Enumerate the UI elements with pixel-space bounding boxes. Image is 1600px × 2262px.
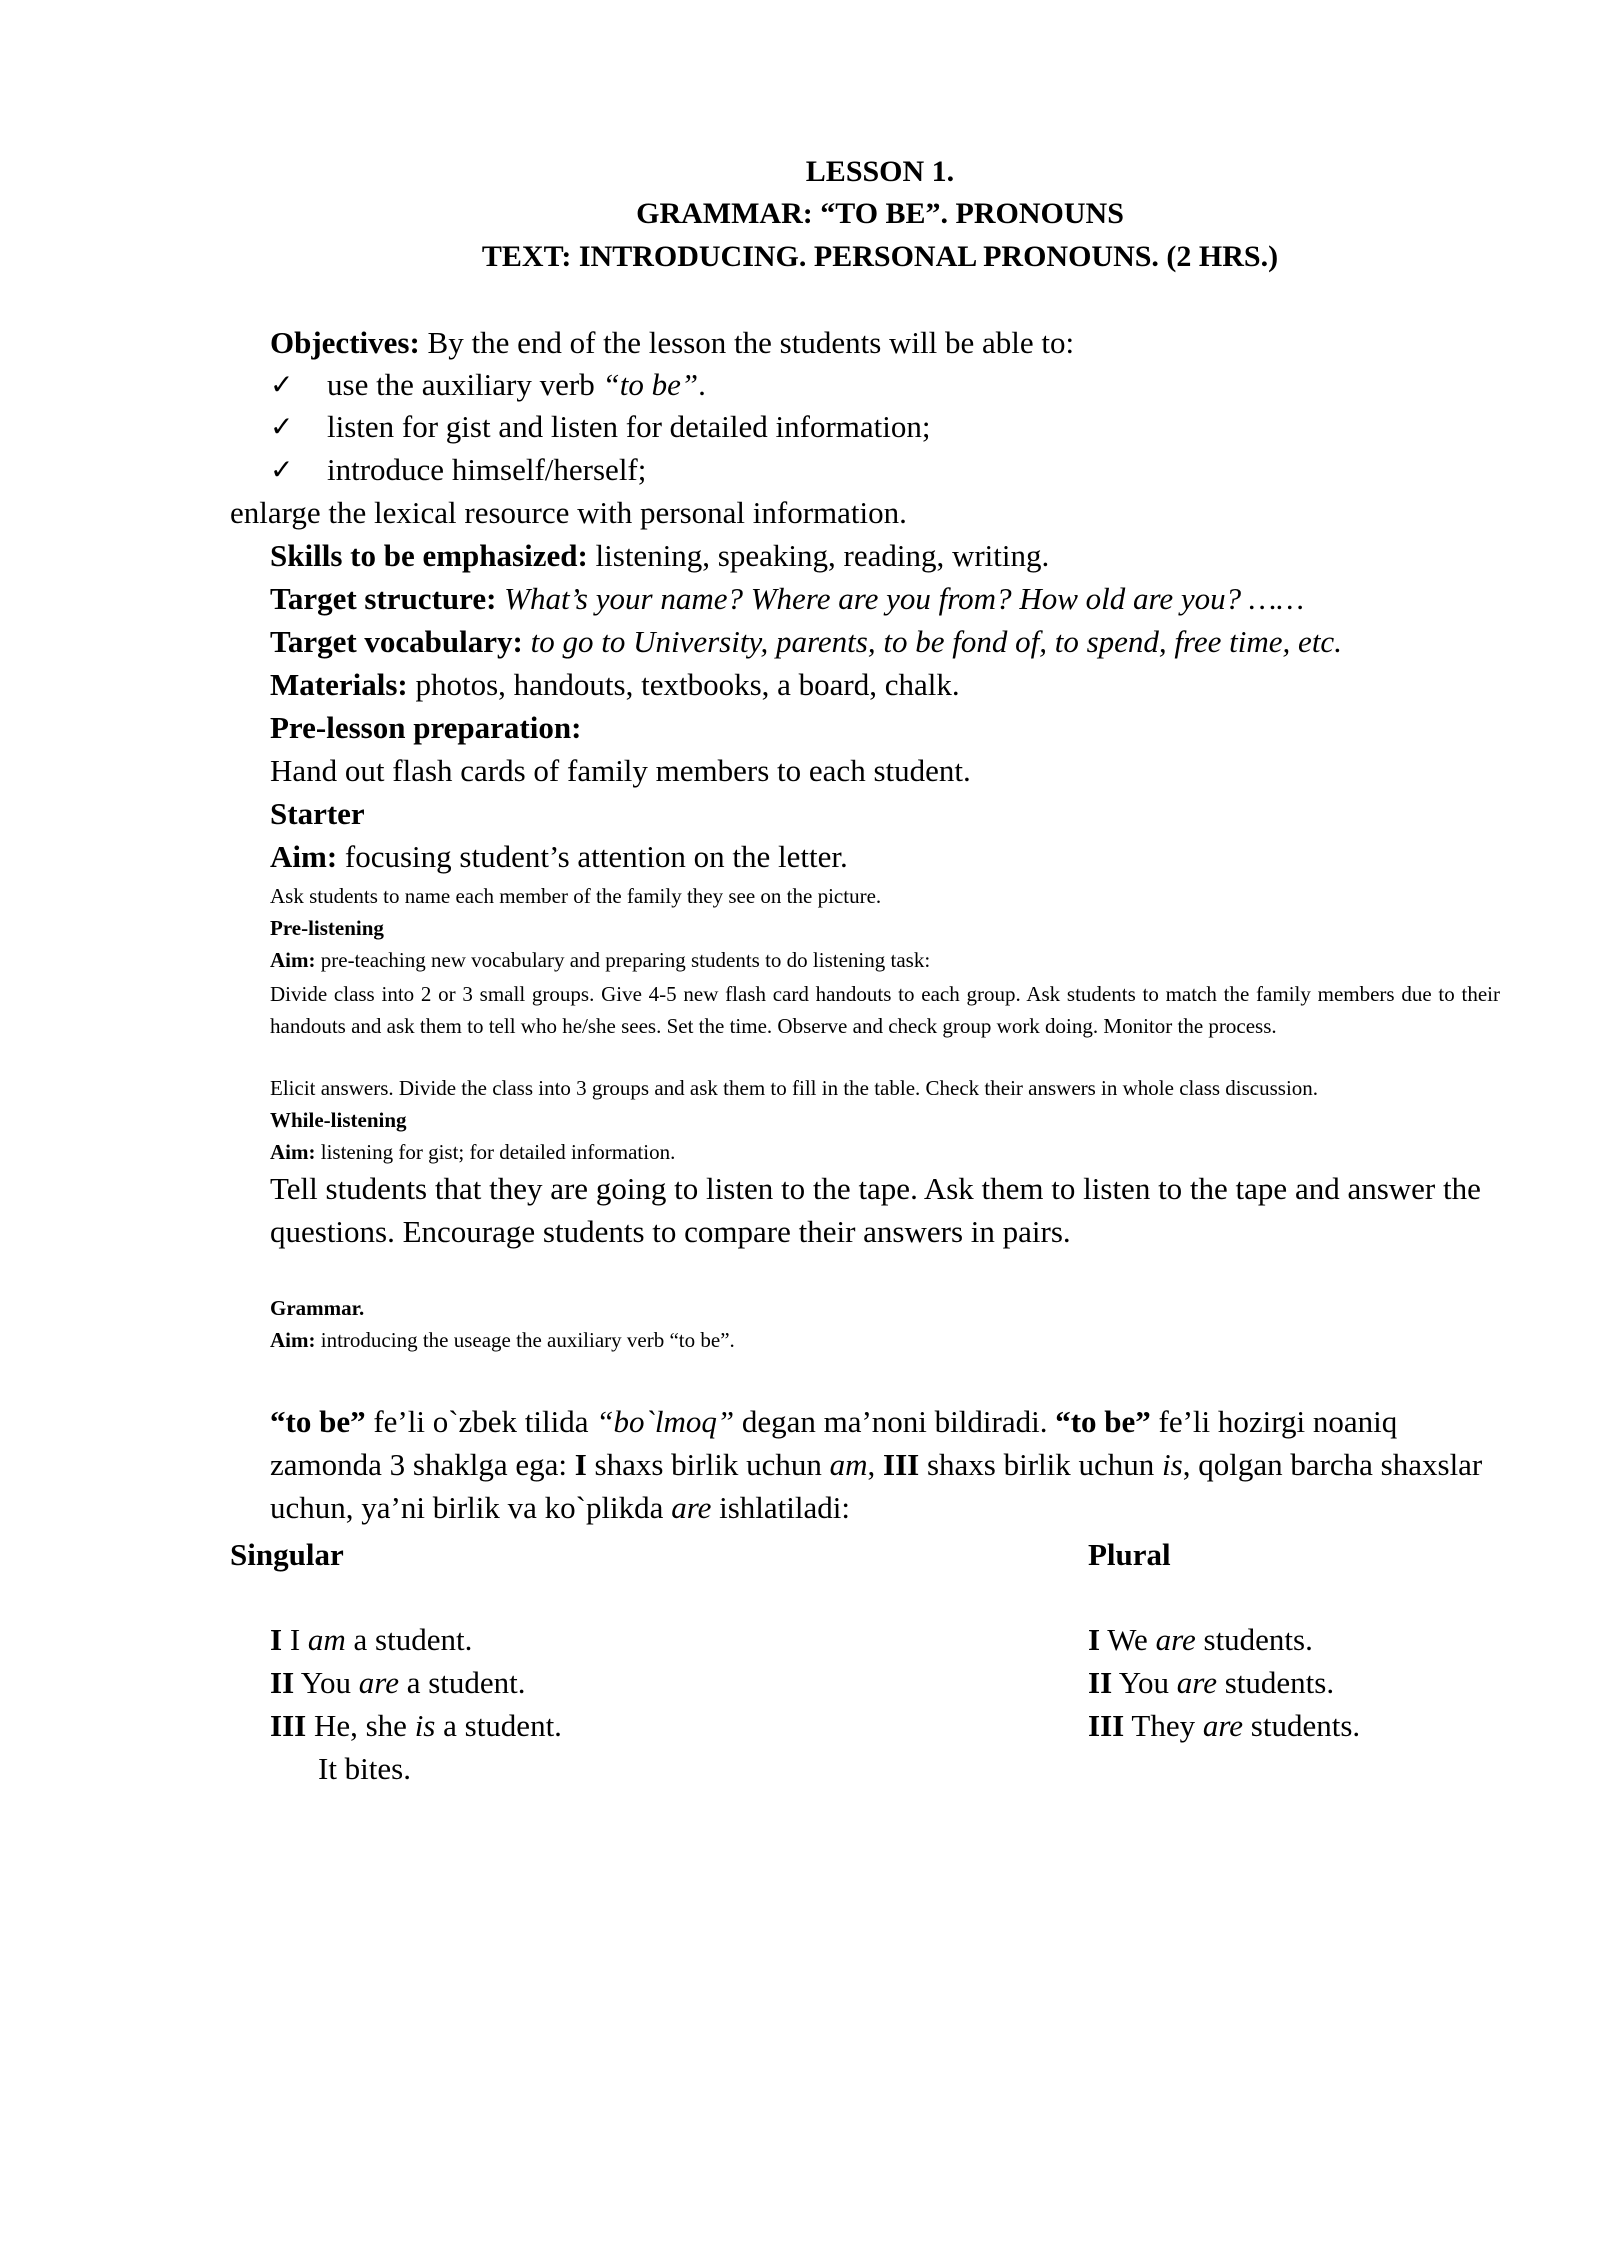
bolmoq-term: “bo`lmoq”	[596, 1404, 735, 1439]
target-structure-line	[270, 580, 1304, 618]
objectives-label: Objectives:	[270, 325, 420, 360]
pre-lesson-heading-text: Pre-lesson preparation:	[270, 710, 582, 745]
person-number: II	[1088, 1665, 1113, 1700]
grammar-text: shaxs birlik uchun	[586, 1447, 830, 1482]
plural-row	[1088, 1664, 1334, 1702]
grammar-aim-text: introducing the useage the auxiliary verb “to be”.	[315, 1328, 735, 1352]
starter-aim-label: Aim:	[270, 839, 338, 874]
grammar-aim-label: Aim:	[270, 1328, 316, 1352]
starter-heading-text: Starter	[270, 796, 365, 831]
it-bites-line: It bites.	[318, 1751, 411, 1786]
while-listening-aim-text: listening for gist; for detailed information.	[315, 1140, 676, 1164]
objective-item-1-term: “to be”	[602, 367, 699, 402]
person-third: III	[883, 1447, 920, 1482]
to-be-term: “to be”	[1055, 1404, 1151, 1439]
target-vocabulary-text: to go to University, parents, to be fond of, to spend, free time, etc.	[522, 624, 1342, 659]
complement: a student.	[398, 1665, 526, 1700]
target-structure-text: What’s your name? Where are you from? How old are you? ……	[496, 581, 1305, 616]
pre-lesson-text: Hand out flash cards of family members to each student.	[270, 753, 971, 788]
complement: students.	[1243, 1708, 1361, 1743]
checkmark-icon: ✓	[270, 410, 294, 443]
objectives-line	[270, 324, 1074, 362]
grammar-text: , qolgan barcha shaxslar uchun, ya’ni birlik va ko`plikda	[270, 1447, 1483, 1525]
verb-is: is	[1162, 1447, 1183, 1482]
starter-aim-text: focusing student’s attention on the letter.	[337, 839, 848, 874]
while-listening-aim	[270, 1138, 675, 1166]
pronoun: They	[1124, 1708, 1203, 1743]
verb-am: am	[829, 1447, 868, 1482]
pre-listening-paragraph-1: Divide class into 2 or 3 small groups. Give 4-5 new flash card handouts to each group. Ask students to match the family members due to their handouts and ask them to tell who he/she sees. Set the time. Observe and check group work doing. Monitor the process.	[270, 982, 1500, 1038]
grammar-text: fe’li o`zbek tilida	[365, 1404, 597, 1439]
skills-line	[270, 537, 1049, 575]
pronoun: We	[1100, 1622, 1156, 1657]
grammar-aim	[270, 1326, 735, 1354]
pre-listening-paragraph-2: Elicit answers. Divide the class into 3 groups and ask them to fill in the table. Check their answers in whole class discussion.	[270, 1076, 1319, 1100]
verb: are	[1155, 1622, 1196, 1657]
singular-row	[270, 1707, 562, 1745]
pronoun: You	[1112, 1665, 1177, 1700]
grammar-explanation	[270, 1400, 1490, 1529]
starter-heading	[270, 795, 365, 833]
lesson-title: LESSON 1.	[805, 155, 955, 188]
checkmark-icon: ✓	[270, 453, 294, 486]
skills-text: listening, speaking, reading, writing.	[587, 538, 1050, 573]
verb: are	[1202, 1708, 1244, 1743]
singular-row	[270, 1621, 472, 1659]
complement: students.	[1216, 1665, 1335, 1700]
grammar-heading-text: Grammar.	[270, 1296, 365, 1320]
pre-lesson-heading	[270, 709, 581, 747]
complement: a student.	[435, 1708, 562, 1743]
grammar-title: GRAMMAR: “TO BE”. PRONOUNS	[636, 197, 1124, 230]
pronoun: You	[294, 1665, 359, 1700]
person-number: II	[270, 1665, 295, 1700]
target-structure-label: Target structure:	[270, 581, 497, 616]
grammar-text: ishlatiladi:	[711, 1490, 850, 1525]
grammar-text: fe’li hozirgi noaniq zamonda 3 shaklga ega:	[270, 1404, 1398, 1482]
complement: a student.	[345, 1622, 473, 1657]
grammar-text: degan ma’noni bildiradi.	[734, 1404, 1056, 1439]
grammar-text: shaxs birlik uchun	[919, 1447, 1163, 1482]
pre-listening-heading	[270, 914, 384, 942]
singular-heading-text: Singular	[230, 1537, 344, 1572]
while-listening-paragraph: Tell students that they are going to listen to the tape. Ask them to listen to the tape and answer the questions. Encourage students to compare their answers in pairs.	[270, 1171, 1481, 1249]
objective-item-4: enlarge the lexical resource with personal information.	[230, 495, 907, 530]
verb: am	[307, 1622, 346, 1657]
materials-text: photos, handouts, textbooks, a board, chalk.	[407, 667, 960, 702]
while-listening-heading-text: While-listening	[270, 1108, 407, 1132]
plural-heading	[1088, 1536, 1171, 1574]
to-be-term: “to be”	[270, 1404, 366, 1439]
complement: students.	[1195, 1622, 1313, 1657]
plural-row	[1088, 1707, 1360, 1745]
person-number: I	[270, 1622, 283, 1657]
person-first: I	[574, 1447, 587, 1482]
pronoun: He, she	[306, 1708, 415, 1743]
pre-listening-aim	[270, 946, 930, 974]
materials-label: Materials:	[270, 667, 408, 702]
plural-heading-text: Plural	[1088, 1537, 1171, 1572]
pronoun: I	[282, 1622, 308, 1657]
objectives-intro: By the end of the lesson the students will be able to:	[419, 325, 1075, 360]
person-number: I	[1088, 1622, 1101, 1657]
grammar-heading	[270, 1294, 364, 1322]
starter-aim	[270, 838, 848, 876]
while-listening-heading	[270, 1106, 407, 1134]
starter-instruction: Ask students to name each member of the family they see on the picture.	[270, 884, 882, 908]
objective-item-2: listen for gist and listen for detailed information;	[327, 409, 931, 444]
pre-listening-heading-text: Pre-listening	[270, 916, 384, 940]
verb: is	[414, 1708, 436, 1743]
while-listening-aim-label: Aim:	[270, 1140, 316, 1164]
objective-item-1	[327, 366, 706, 404]
person-number: III	[270, 1708, 307, 1743]
objective-item-1-text: use the auxiliary verb	[327, 367, 603, 402]
grammar-text: ,	[867, 1447, 883, 1482]
text-title: TEXT: INTRODUCING. PERSONAL PRONOUNS. (2 HRS.)	[481, 240, 1279, 273]
person-number: III	[1088, 1708, 1125, 1743]
pre-listening-aim-label: Aim:	[270, 948, 316, 972]
verb-are: are	[671, 1490, 712, 1525]
target-vocabulary-label: Target vocabulary:	[270, 624, 523, 659]
target-vocabulary-line	[270, 623, 1342, 661]
verb: are	[358, 1665, 399, 1700]
singular-row	[270, 1664, 526, 1702]
plural-row	[1088, 1621, 1313, 1659]
pre-listening-aim-text: pre-teaching new vocabulary and preparing students to do listening task:	[315, 948, 931, 972]
verb: are	[1176, 1665, 1217, 1700]
singular-heading	[230, 1536, 344, 1574]
objective-item-3: introduce himself/herself;	[327, 452, 647, 487]
skills-label: Skills to be emphasized:	[270, 538, 588, 573]
checkmark-icon: ✓	[270, 368, 294, 401]
objective-item-1-end: .	[698, 367, 706, 402]
materials-line	[270, 666, 960, 704]
